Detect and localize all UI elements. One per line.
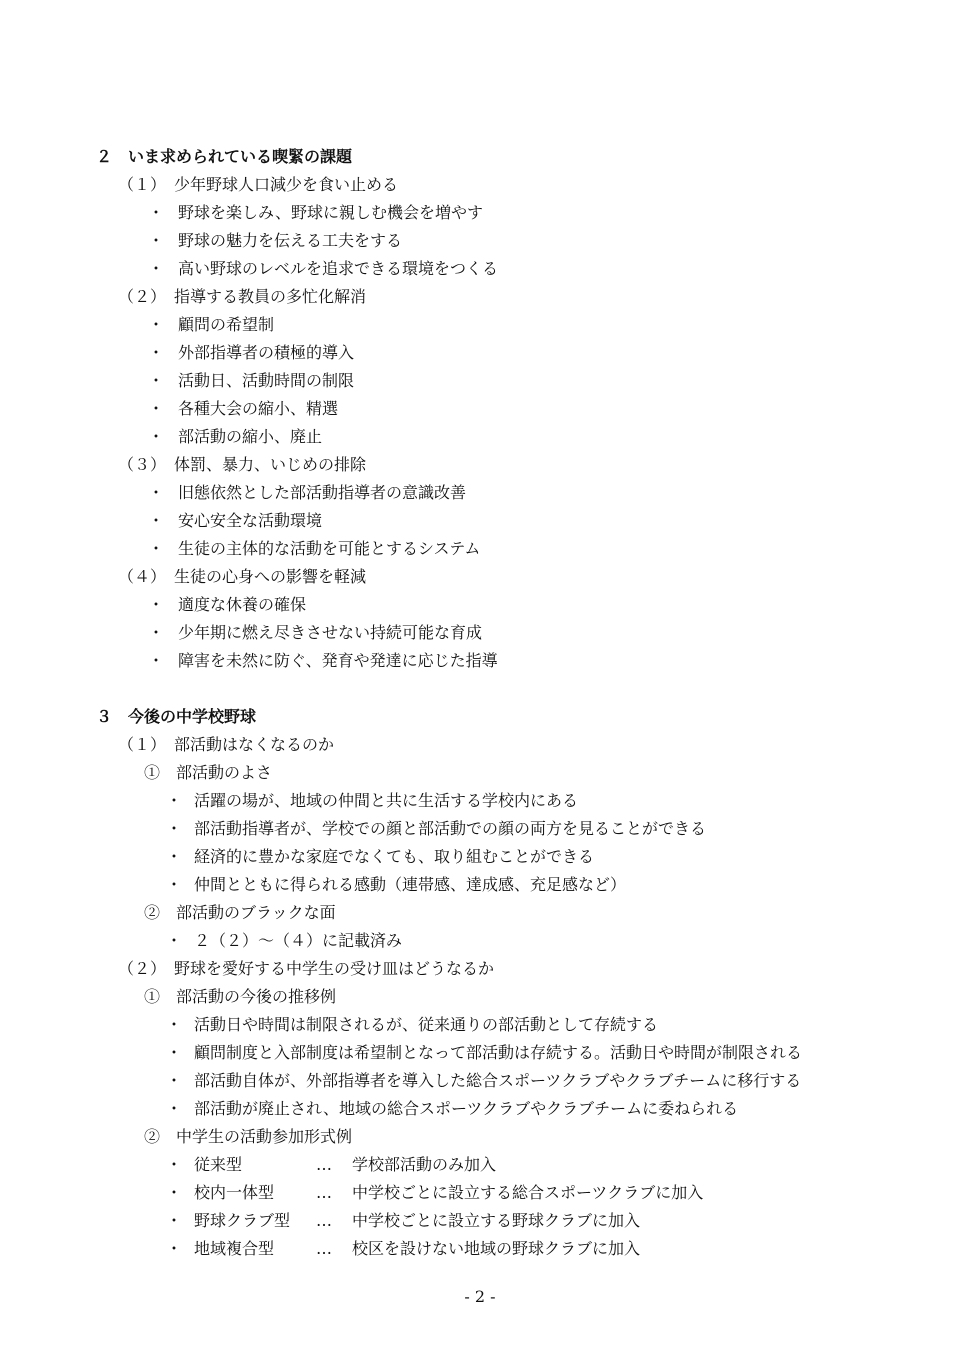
separator-ellipsis: … <box>316 1155 332 1174</box>
list-item <box>148 343 355 363</box>
section-3-heading: ３ 今後の中学校野球 <box>96 707 257 726</box>
list-item-text: 仲間とともに得られる感動（連帯感、達成感、充足感など） <box>194 875 627 894</box>
list-item-text: 少年期に燃え尽きさせない持続可能な育成 <box>178 623 483 642</box>
list-item <box>166 1043 803 1063</box>
participation-row <box>166 1239 641 1259</box>
participation-row <box>166 1183 704 1203</box>
list-item-text: 活動日や時間は制限されるが、従来通りの部活動として存続する <box>194 1015 659 1034</box>
bullet-glyph: ・ <box>148 539 165 558</box>
list-item-text: 旧態依然とした部活動指導者の意識改善 <box>178 483 467 502</box>
list-item <box>148 399 339 419</box>
list-item-text: 外部指導者の積極的導入 <box>178 343 355 362</box>
bullet-glyph: ・ <box>148 343 165 362</box>
bullet-glyph: ・ <box>148 651 165 670</box>
list-item <box>148 623 483 643</box>
list-item <box>148 511 323 531</box>
item-2-1-label: （１） 少年野球人口減少を食い止める <box>118 175 399 194</box>
bullet-glyph: ・ <box>166 1015 183 1034</box>
list-item <box>166 791 579 811</box>
list-item-text: 生徒の主体的な活動を可能とするシステム <box>178 539 481 558</box>
section-2-heading: ２ いま求められている喫緊の課題 <box>96 147 353 166</box>
list-item <box>148 651 498 671</box>
bullet-glyph: ・ <box>166 819 183 838</box>
item-2-2-label: （２） 指導する教員の多忙化解消 <box>118 287 367 306</box>
participation-row <box>166 1211 641 1231</box>
bullet-glyph: ・ <box>166 1155 183 1174</box>
sub-3-2-2-label: ② 中学生の活動参加形式例 <box>144 1127 353 1146</box>
participation-desc: 学校部活動のみ加入 <box>352 1155 497 1174</box>
bullet-glyph: ・ <box>166 1211 183 1230</box>
bullet-glyph: ・ <box>148 595 165 614</box>
list-item-text: 高い野球のレベルを追求できる環境をつくる <box>178 259 499 278</box>
bullet-glyph: ・ <box>166 1239 183 1258</box>
separator-ellipsis: … <box>316 1183 332 1202</box>
participation-type: 地域複合型 <box>194 1239 275 1258</box>
separator-ellipsis: … <box>316 1239 332 1258</box>
bullet-glyph: ・ <box>148 203 165 222</box>
bullet-glyph: ・ <box>148 315 165 334</box>
list-item <box>148 427 323 447</box>
list-item <box>166 875 627 895</box>
list-item-text: 顧問の希望制 <box>178 315 275 334</box>
list-item-text: 野球の魅力を伝える工夫をする <box>178 231 403 250</box>
list-item-text: 活躍の場が、地域の仲間と共に生活する学校内にある <box>194 791 579 810</box>
participation-row <box>166 1155 497 1175</box>
list-item <box>166 847 595 867</box>
bullet-glyph: ・ <box>148 399 165 418</box>
bullet-glyph: ・ <box>166 847 183 866</box>
list-item-text: 部活動が廃止され、地域の総合スポーツクラブやクラブチームに委ねられる <box>194 1099 739 1118</box>
list-item <box>148 595 307 615</box>
list-item <box>148 259 499 279</box>
list-item <box>166 1099 739 1119</box>
participation-type: 野球クラブ型 <box>194 1211 291 1230</box>
item-2-3-label: （３） 体罰、暴力、いじめの排除 <box>118 455 367 474</box>
participation-desc: 中学校ごとに設立する野球クラブに加入 <box>352 1211 641 1230</box>
list-item-text: ２（２）～（４）に記載済み <box>194 931 403 950</box>
item-3-1-label: （１） 部活動はなくなるのか <box>118 735 335 754</box>
bullet-glyph: ・ <box>166 1183 183 1202</box>
participation-type: 従来型 <box>194 1155 243 1174</box>
bullet-glyph: ・ <box>148 427 165 446</box>
item-2-4-label: （４） 生徒の心身への影響を軽減 <box>118 567 367 586</box>
bullet-glyph: ・ <box>166 875 183 894</box>
list-item-text: 経済的に豊かな家庭でなくても、取り組むことができる <box>194 847 595 866</box>
bullet-glyph: ・ <box>148 623 165 642</box>
list-item-text: 各種大会の縮小、精選 <box>178 399 339 418</box>
list-item <box>166 931 403 951</box>
bullet-glyph: ・ <box>148 259 165 278</box>
bullet-glyph: ・ <box>166 1071 183 1090</box>
list-item <box>148 371 355 391</box>
bullet-glyph: ・ <box>166 1043 183 1062</box>
bullet-glyph: ・ <box>166 931 183 950</box>
list-item <box>148 315 275 335</box>
bullet-glyph: ・ <box>148 371 165 390</box>
list-item-text: 部活動指導者が、学校での顔と部活動での顔の両方を見ることができる <box>194 819 707 838</box>
page-number: - 2 - <box>464 1287 496 1306</box>
list-item <box>148 483 467 503</box>
list-item <box>166 1015 659 1035</box>
sub-3-1-2-label: ② 部活動のブラックな面 <box>144 903 336 922</box>
list-item-text: 野球を楽しみ、野球に親しむ機会を増やす <box>178 203 483 222</box>
list-item-text: 顧問制度と入部制度は希望制となって部活動は存続する。活動日や時間が制限される <box>194 1043 803 1062</box>
list-item <box>166 819 707 839</box>
list-item-text: 部活動の縮小、廃止 <box>178 427 323 446</box>
list-item-text: 部活動自体が、外部指導者を導入した総合スポーツクラブやクラブチームに移行する <box>194 1071 802 1090</box>
list-item <box>148 203 483 223</box>
list-item-text: 安心安全な活動環境 <box>178 511 323 530</box>
bullet-glyph: ・ <box>148 231 165 250</box>
list-item-text: 適度な休養の確保 <box>178 595 307 614</box>
list-item-text: 障害を未然に防ぐ、発育や発達に応じた指導 <box>178 651 498 670</box>
item-3-2-label: （２） 野球を愛好する中学生の受け皿はどうなるか <box>118 959 495 978</box>
participation-desc: 校区を設けない地域の野球クラブに加入 <box>352 1239 641 1258</box>
bullet-glyph: ・ <box>148 483 165 502</box>
list-item <box>166 1071 802 1091</box>
separator-ellipsis: … <box>316 1211 332 1230</box>
bullet-glyph: ・ <box>148 511 165 530</box>
bullet-glyph: ・ <box>166 1099 183 1118</box>
bullet-glyph: ・ <box>166 791 183 810</box>
list-item <box>148 231 403 251</box>
list-item <box>148 539 481 559</box>
participation-desc: 中学校ごとに設立する総合スポーツクラブに加入 <box>352 1183 704 1202</box>
sub-3-2-1-label: ① 部活動の今後の推移例 <box>144 987 337 1006</box>
sub-3-1-1-label: ① 部活動のよさ <box>144 763 273 782</box>
list-item-text: 活動日、活動時間の制限 <box>178 371 355 390</box>
participation-type: 校内一体型 <box>194 1183 275 1202</box>
